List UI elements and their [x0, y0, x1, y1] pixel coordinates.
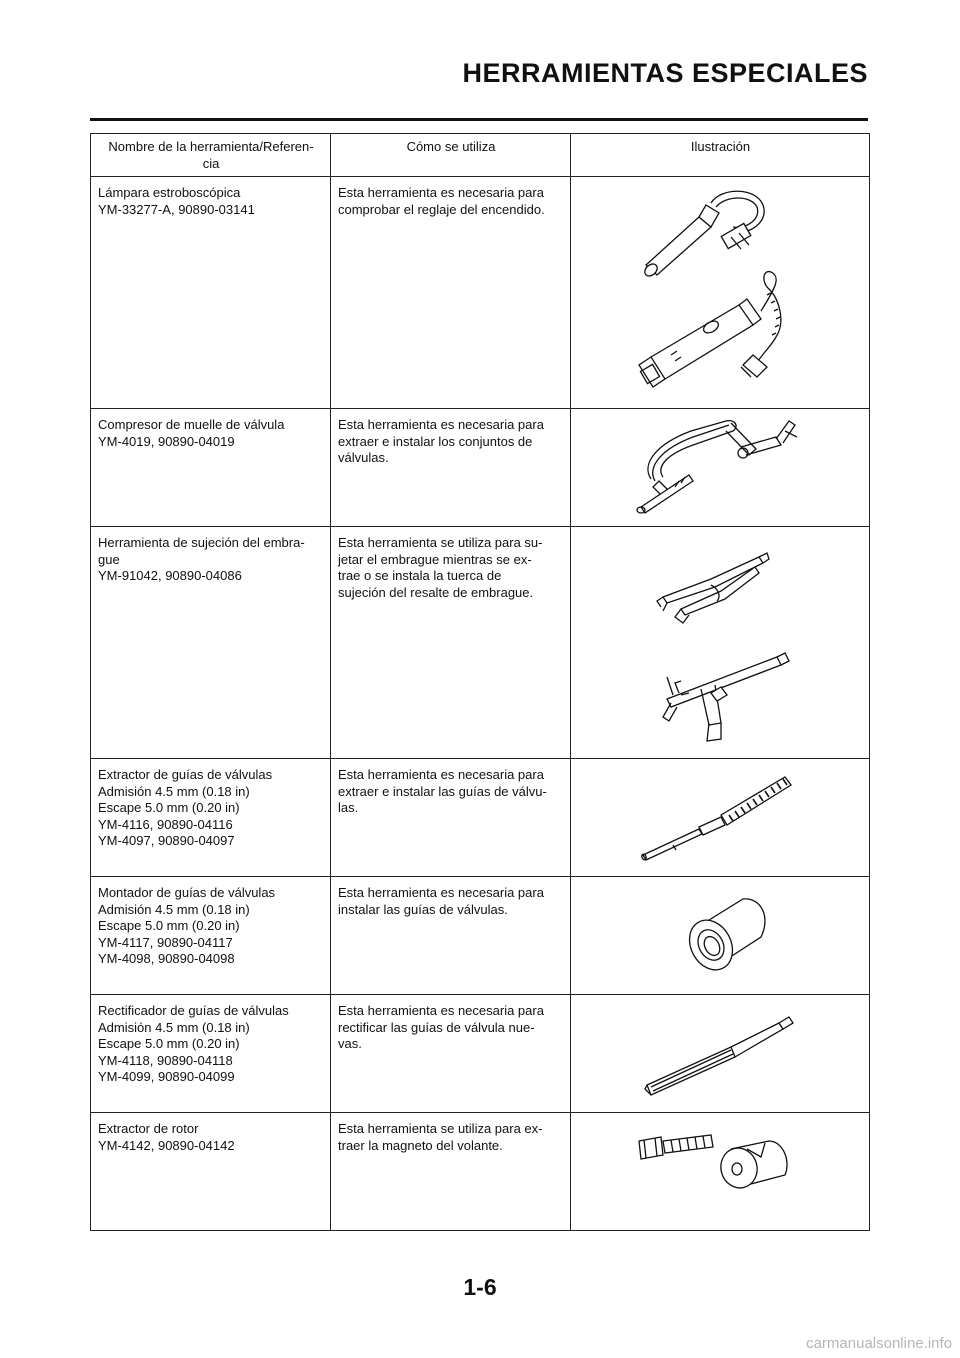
tool-usage-cell: Esta herramienta se utiliza para ex- traer la magneto del volante. [331, 1113, 571, 1231]
valve-guide-remover-icon [571, 759, 870, 877]
table-header-row [91, 134, 870, 177]
table-row [91, 177, 870, 409]
tool-illustration-cell [571, 527, 870, 759]
header-tool-name: Nombre de la herramienta/Referen- cia [91, 134, 331, 177]
table-row [91, 409, 870, 527]
locking-pliers-drawing [657, 553, 769, 623]
inductive-pickup-drawing [642, 191, 764, 278]
tool-illustration-cell [571, 877, 870, 995]
timing-light-icon [571, 177, 870, 409]
tool-name-cell: Montador de guías de válvulas Admisión 4.5 mm (0.18 in) Escape 5.0 mm (0.20 in) YM-4117, 90890-04117 YM-4098, 90890-04098 [91, 877, 331, 995]
tool-usage-cell: Esta herramienta es necesaria para comprobar el reglaje del encendido. [331, 177, 571, 409]
holder-bar-drawing [663, 653, 789, 741]
clutch-holding-tool-icon [571, 527, 870, 759]
tool-usage-cell: Esta herramienta es necesaria para rectificar las guías de válvula nue- vas. [331, 995, 571, 1113]
table-row [91, 877, 870, 995]
table-row [91, 527, 870, 759]
watermark: carmanualsonline.info [806, 1335, 952, 1352]
table-row [91, 995, 870, 1113]
tool-name-cell: Compresor de muelle de válvula YM-4019, 90890-04019 [91, 409, 331, 527]
page-number: 1-6 [463, 1274, 497, 1300]
tool-name-cell: Herramienta de sujeción del embra- gue YM-91042, 90890-04086 [91, 527, 331, 759]
table-row [91, 759, 870, 877]
title-rule [90, 118, 868, 121]
tool-illustration-cell [571, 177, 870, 409]
tool-name-cell: Extractor de rotor YM-4142, 90890-04142 [91, 1113, 331, 1231]
tool-illustration-cell [571, 759, 870, 877]
tool-illustration-cell [571, 995, 870, 1113]
tool-name-cell: Extractor de guías de válvulas Admisión 4.5 mm (0.18 in) Escape 5.0 mm (0.20 in) YM-4116, 90890-04116 YM-4097, 90890-04097 [91, 759, 331, 877]
rotor-puller-icon [571, 1113, 870, 1231]
tool-usage-cell: Esta herramienta es necesaria para extraer e instalar los conjuntos de válvulas. [331, 409, 571, 527]
tool-usage-cell: Esta herramienta se utiliza para su- jetar el embrague mientras se ex- trae o se instala la tuerca de sujeción del resalte de embrague. [331, 527, 571, 759]
tool-name-cell: Lámpara estroboscópica YM-33277-A, 90890-03141 [91, 177, 331, 409]
valve-guide-reamer-icon [571, 995, 870, 1113]
puller-body-drawing [716, 1141, 787, 1192]
header-illustration: Ilustración [571, 134, 870, 177]
tool-usage-cell: Esta herramienta es necesaria para extraer e instalar las guías de válvu- las. [331, 759, 571, 877]
tool-name-cell: Rectificador de guías de válvulas Admisión 4.5 mm (0.18 in) Escape 5.0 mm (0.20 in) YM-4118, 90890-04118 YM-4099, 90890-04099 [91, 995, 331, 1113]
tool-illustration-cell [571, 1113, 870, 1231]
table-row [91, 1113, 870, 1231]
page-title: HERRAMIENTAS ESPECIALES [462, 58, 868, 88]
valve-spring-compressor-icon [571, 409, 870, 527]
tool-illustration-cell [571, 409, 870, 527]
puller-bolt-drawing [639, 1135, 713, 1159]
tool-usage-cell: Esta herramienta es necesaria para instalar las guías de válvulas. [331, 877, 571, 995]
valve-guide-installer-icon [571, 877, 870, 995]
header-usage: Cómo se utiliza [331, 134, 571, 177]
special-tools-table [90, 133, 870, 1231]
strobe-lamp-drawing [639, 272, 781, 387]
